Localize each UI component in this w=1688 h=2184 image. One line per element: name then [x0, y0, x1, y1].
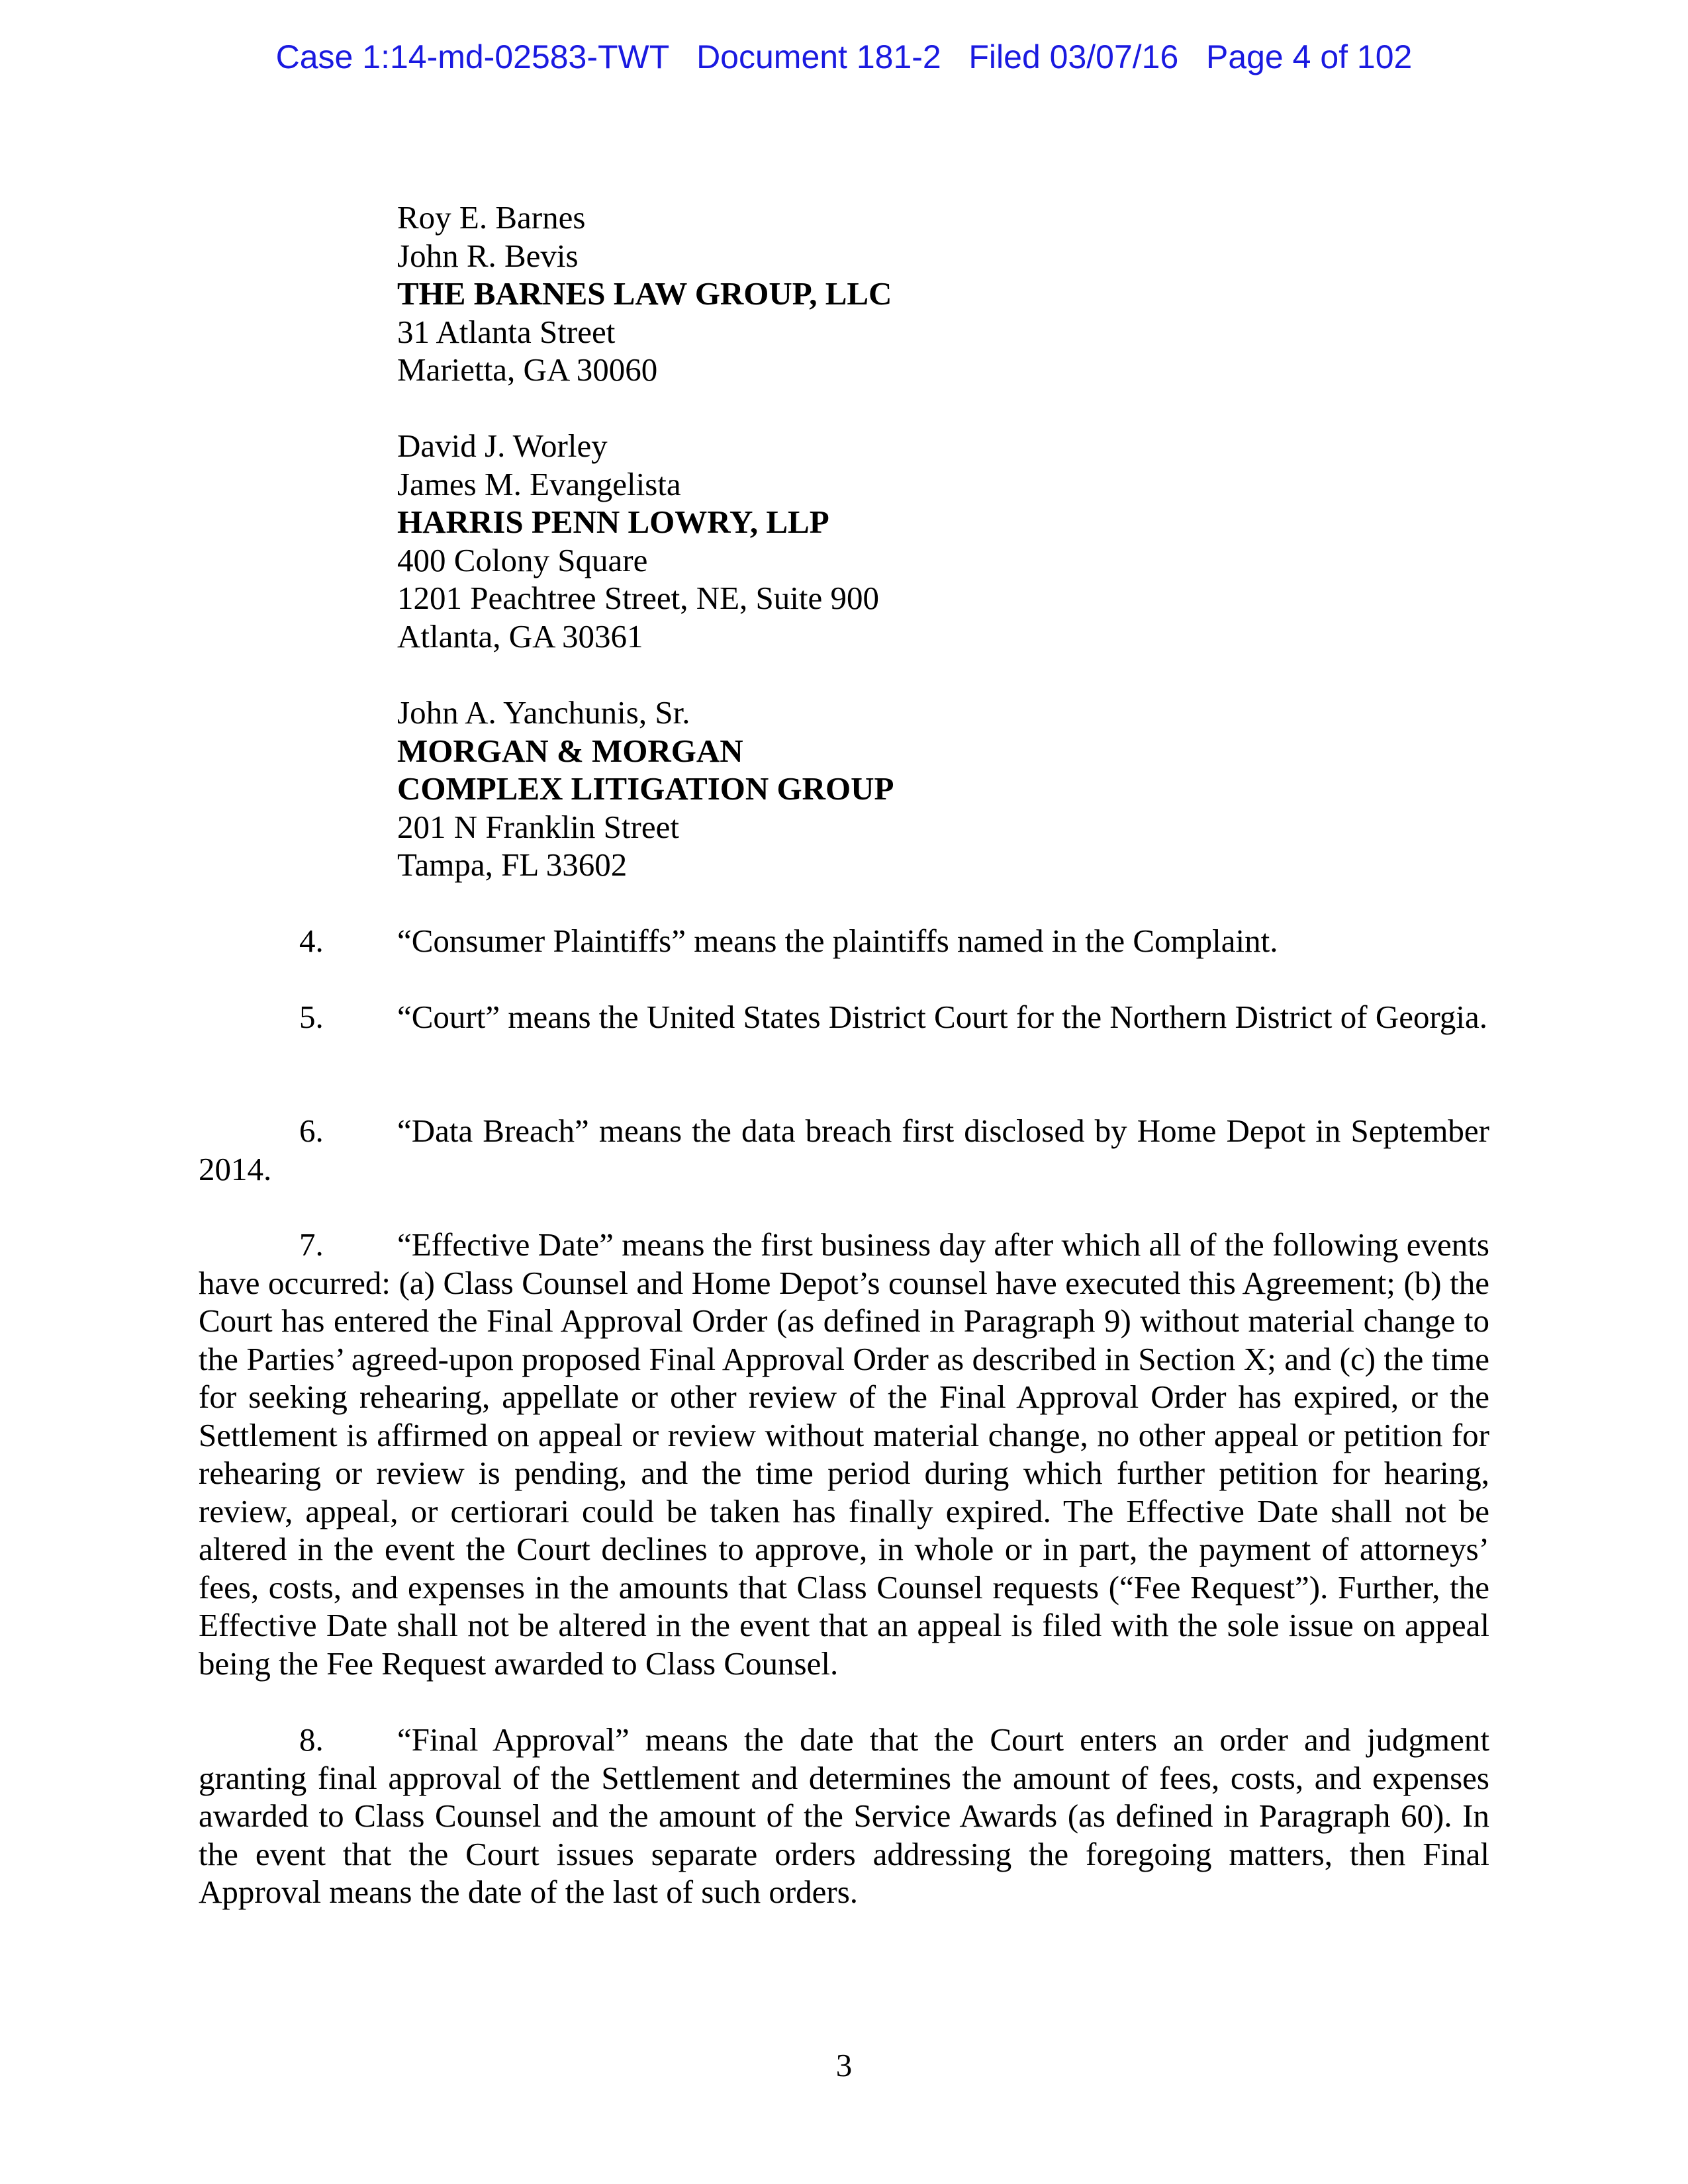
- address-line: Atlanta, GA 30361: [397, 617, 643, 655]
- paragraph-text: “Court” means the United States District Court for the Northern District of Georgia.: [397, 999, 1488, 1035]
- counsel-block-barnes: [397, 199, 1523, 389]
- paragraph-number: 6.: [299, 1113, 324, 1149]
- definition-paragraph: [199, 1721, 1489, 1911]
- paragraph-number: 7.: [299, 1226, 324, 1263]
- address-line: 1201 Peachtree Street, NE, Suite 900: [397, 580, 880, 616]
- paragraph-text: “Consumer Plaintiffs” means the plaintiffs named in the Complaint.: [397, 923, 1278, 959]
- attorney-name: Roy E. Barnes: [397, 199, 586, 236]
- definition-paragraph: [199, 1226, 1489, 1682]
- definition-paragraph: [199, 1112, 1489, 1188]
- address-line: 201 N Franklin Street: [397, 808, 679, 845]
- paragraph-text: “Effective Date” means the first business day after which all of the following events have occurred: (a) Class Counsel and Home Depot’s counsel have executed this Agreement; (b) the Court has entered the Final Approval Order (as defined in Paragraph 9) without material change to the Parties’ agreed-upon proposed Final Approval Order as described in Section X; and (c) the time for seeking rehearing, appellate or other review of the Final Approval Order has expired, or the Settlement is affirmed on appeal or review without material change, no other appeal or petition for rehearing or review is pending, and the time period during which further petition for hearing, review, appeal, or certiorari could be taken has finally expired. The Effective Date shall not be altered in the event the Court declines to approve, in whole or in part, the payment of attorneys’ fees, costs, and expenses in the amounts that Class Counsel requests (“Fee Request”). Further, the Effective Date shall not be altered in the event that an appeal is filed with the sole issue on appeal being the Fee Request awarded to Class Counsel.: [199, 1226, 1489, 1682]
- address-line: 31 Atlanta Street: [397, 313, 616, 350]
- address-line: Tampa, FL 33602: [397, 846, 628, 883]
- counsel-block-morgan: [397, 694, 1523, 884]
- attorney-name: James M. Evangelista: [397, 465, 681, 502]
- paragraph-text: “Final Approval” means the date that the Court enters an order and judgment granting final approval of the Settlement and determines the amount of fees, costs, and expenses awarded to Class Counsel and the amount of the Service Awards (as defined in Paragraph 60). In the event that the Court issues separate orders addressing the foregoing matters, then Final Approval means the date of the last of such orders.: [199, 1721, 1489, 1910]
- counsel-block-harris: [397, 427, 1523, 655]
- paragraph-number: 5.: [299, 999, 324, 1035]
- firm-name: THE BARNES LAW GROUP, LLC: [397, 275, 892, 312]
- definition-paragraph: [199, 998, 1489, 1036]
- firm-name: MORGAN & MORGAN: [397, 732, 743, 769]
- paragraph-number: 8.: [299, 1721, 324, 1758]
- attorney-name: John R. Bevis: [397, 237, 579, 274]
- address-line: Marietta, GA 30060: [397, 351, 658, 388]
- paragraph-number: 4.: [299, 923, 324, 959]
- firm-name: COMPLEX LITIGATION GROUP: [397, 770, 894, 807]
- page-number: 3: [835, 2047, 853, 2083]
- case-header: Case 1:14-md-02583-TWT Document 181-2 Filed 03/07/16 Page 4 of 102: [275, 38, 1413, 75]
- attorney-name: John A. Yanchunis, Sr.: [397, 694, 690, 731]
- definition-paragraph: [199, 922, 1489, 960]
- firm-name: HARRIS PENN LOWRY, LLP: [397, 504, 829, 540]
- attorney-name: David J. Worley: [397, 428, 608, 464]
- paragraph-text: “Data Breach” means the data breach first disclosed by Home Depot in September 2014.: [199, 1113, 1489, 1187]
- address-line: 400 Colony Square: [397, 541, 648, 578]
